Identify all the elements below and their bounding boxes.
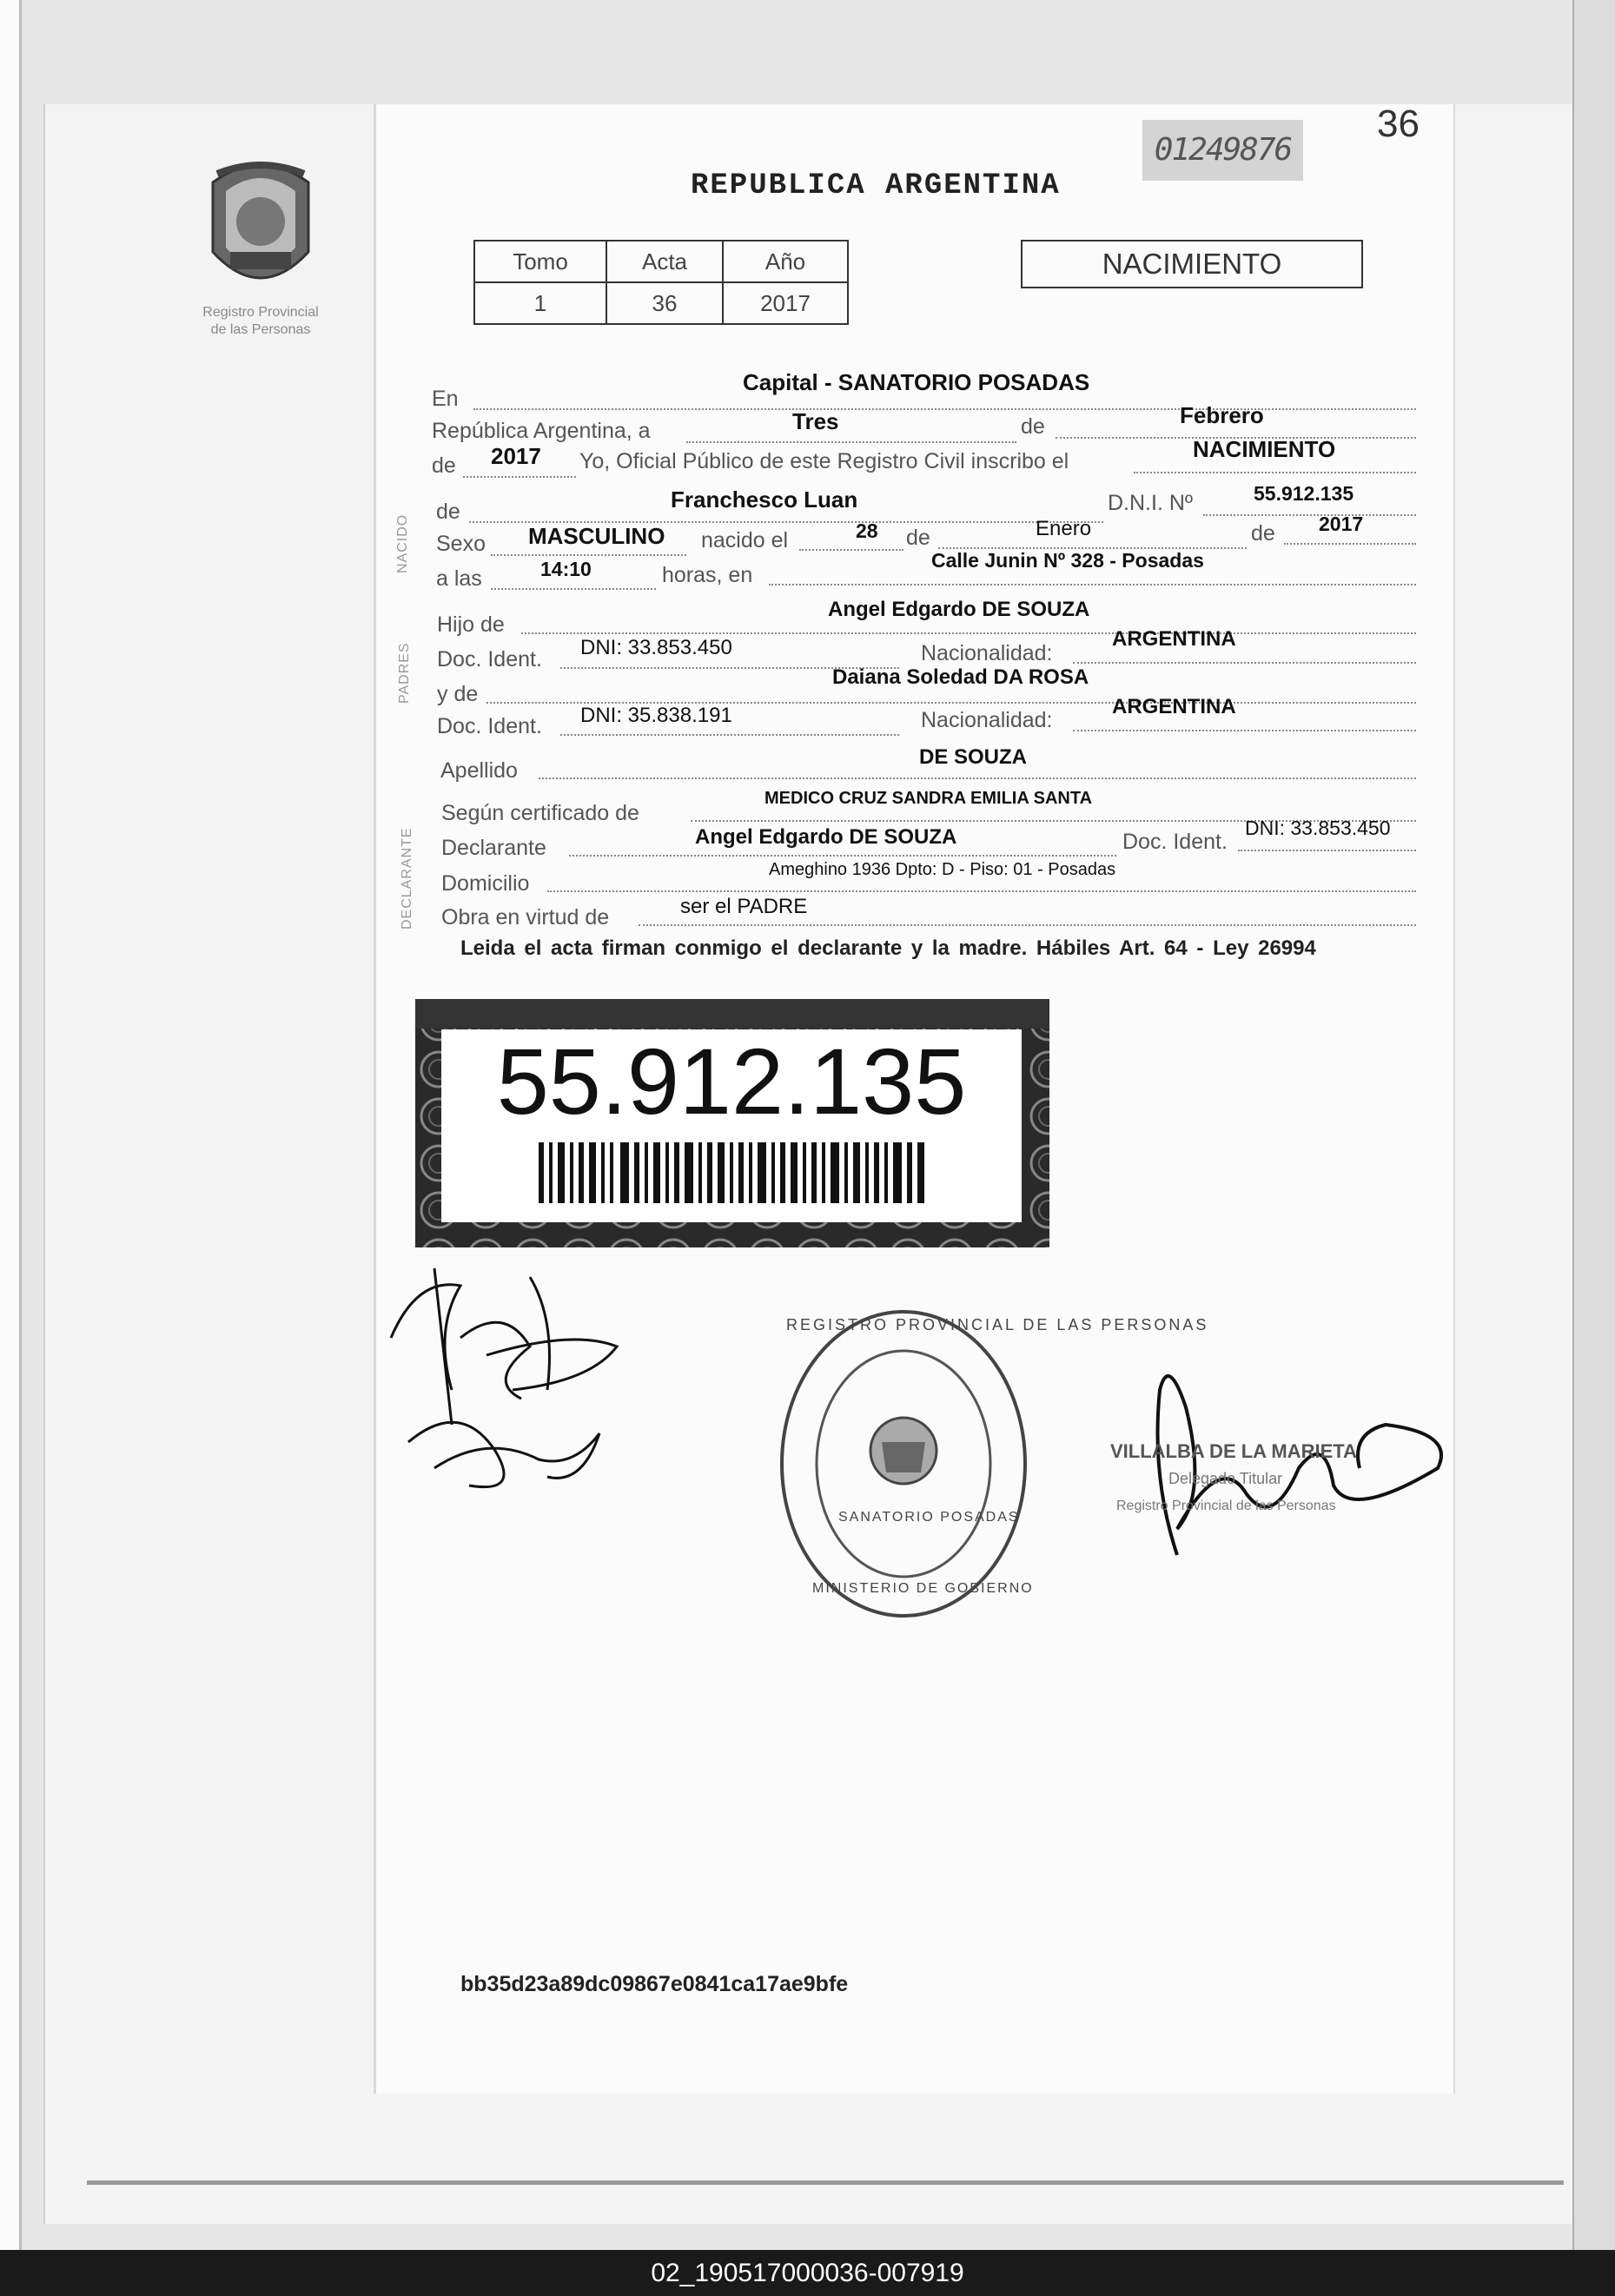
value-hora: 14:10	[540, 558, 592, 580]
dotted-line	[1073, 662, 1416, 664]
value-dia: Tres	[792, 408, 839, 434]
serial-number: 01249876	[1142, 120, 1303, 181]
label-apellido: Apellido	[440, 758, 518, 783]
record-table	[473, 240, 849, 325]
dotted-line	[799, 549, 903, 551]
value-anio: 2017	[491, 443, 541, 469]
record-table-value-row	[474, 282, 848, 324]
value-anio: 2017	[723, 282, 848, 324]
label-nacionalidad-1: Nacionalidad:	[921, 641, 1053, 665]
right-edge	[1572, 0, 1615, 2250]
left-page-strip	[0, 0, 22, 2250]
value-dni: 55.912.135	[1254, 482, 1354, 505]
dotted-line	[769, 584, 1416, 586]
dotted-line	[686, 441, 1016, 443]
value-obra: ser el PADRE	[680, 895, 808, 918]
seal-bottom-text: MINISTERIO DE GOBIERNO	[812, 1581, 1034, 1596]
value-declarante: Angel Edgardo DE SOUZA	[695, 825, 957, 849]
value-declarante-doc: DNI: 33.853.450	[1245, 817, 1391, 839]
value-tomo: 1	[474, 282, 606, 324]
official-office: Registro Provincial de las Personas	[1116, 1499, 1336, 1513]
registry-label-line1: Registro Provincial	[202, 305, 319, 320]
value-padre-doc: DNI: 33.853.450	[580, 636, 732, 659]
dotted-line	[569, 855, 1116, 857]
dotted-line	[473, 408, 1416, 410]
record-table-header-row	[474, 241, 848, 282]
closing-text: Leida el acta firman conmigo el declarante y la madre. Hábiles Art. 64 - Ley 26994	[460, 936, 1316, 960]
side-label-nacido: NACIDO	[395, 513, 410, 573]
sticker-number: 55.912.135	[496, 1029, 967, 1134]
label-nacionalidad-2: Nacionalidad:	[921, 708, 1053, 732]
declarant-signature-icon	[382, 1251, 634, 1512]
registry-label	[174, 304, 347, 339]
footer-id: 02_190517000036-007919	[0, 2250, 1615, 2296]
dni-sticker	[415, 999, 1049, 1247]
value-mes: Febrero	[1180, 402, 1264, 428]
dotted-line	[1073, 730, 1416, 731]
label-de-nombre: de	[436, 500, 460, 524]
page-number: 36	[1377, 103, 1420, 145]
label-de-anio: de	[432, 453, 456, 478]
label-hijo-de: Hijo de	[437, 612, 505, 637]
dotted-line	[539, 777, 1416, 779]
side-label-padres: PADRES	[397, 642, 412, 704]
label-doc-ident-2: Doc. Ident.	[437, 714, 542, 738]
value-padre: Angel Edgardo DE SOUZA	[828, 598, 1090, 621]
document-hash: bb35d23a89dc09867e0841ca17ae9bfe	[460, 1972, 849, 1996]
value-madre-nac: ARGENTINA	[1112, 695, 1236, 718]
label-obra-en-virtud: Obra en virtud de	[441, 905, 610, 930]
dotted-line	[560, 734, 899, 736]
label-republica: República Argentina, a	[432, 419, 651, 443]
header-anio: Año	[723, 241, 848, 282]
dotted-line	[491, 588, 656, 590]
dotted-line	[1203, 514, 1416, 516]
dotted-line	[521, 632, 1416, 634]
label-domicilio: Domicilio	[441, 871, 530, 896]
label-de-fecha2: de	[1251, 521, 1275, 546]
official-role: Delegado Titular	[1168, 1470, 1283, 1487]
value-inscripcion: NACIMIENTO	[1193, 436, 1336, 462]
label-doc-ident-1: Doc. Ident.	[437, 647, 542, 672]
label-en: En	[432, 387, 459, 411]
label-de-mes: de	[1021, 414, 1045, 439]
official-seal-icon	[773, 1303, 1034, 1624]
dotted-line	[639, 924, 1416, 926]
value-padre-nac: ARGENTINA	[1112, 627, 1236, 651]
dotted-line	[491, 554, 686, 556]
value-nacido-anio: 2017	[1319, 513, 1364, 535]
barcode-icon	[539, 1142, 924, 1203]
seal-ring-text: REGISTRO PROVINCIAL DE LAS PERSONAS	[786, 1316, 1209, 1333]
record-type-box: NACIMIENTO	[1021, 240, 1363, 288]
label-a-las: a las	[436, 566, 482, 591]
value-nacido-mes: Enero	[1036, 517, 1092, 540]
label-yo-oficial: Yo, Oficial Público de este Registro Civil inscribo el	[579, 449, 1069, 473]
label-sexo: Sexo	[436, 532, 486, 556]
header-tomo: Tomo	[474, 241, 606, 282]
label-doc-ident-decl: Doc. Ident.	[1122, 830, 1228, 854]
side-label-declarante: DECLARANTE	[400, 827, 414, 930]
page-bottom-edge	[87, 2180, 1564, 2185]
registry-label-line2: de las Personas	[210, 322, 311, 337]
label-declarante: Declarante	[441, 836, 546, 860]
dotted-line	[1238, 850, 1416, 851]
header-acta: Acta	[606, 241, 723, 282]
label-segun-cert: Según certificado de	[441, 801, 639, 825]
value-nombre: Franchesco Luan	[671, 486, 858, 513]
official-name: VILLALBA DE LA MARIETA	[1110, 1440, 1357, 1462]
dotted-line	[1134, 472, 1416, 473]
dotted-line	[547, 890, 1416, 892]
seal-inner-text: SANATORIO POSADAS	[838, 1510, 1020, 1525]
value-domicilio: Ameghino 1936 Dpto: D - Piso: 01 - Posadas	[769, 860, 1116, 879]
label-dni: D.N.I. Nº	[1108, 491, 1194, 515]
label-horas-en: horas, en	[662, 563, 753, 587]
value-certificado: MEDICO CRUZ SANDRA EMILIA SANTA	[764, 789, 1093, 808]
dotted-line	[1284, 543, 1416, 545]
dotted-line	[463, 476, 576, 478]
value-apellido: DE SOUZA	[919, 745, 1028, 769]
label-nacido-el: nacido el	[701, 528, 789, 552]
document-title: REPUBLICA ARGENTINA	[691, 169, 1061, 202]
sticker-label	[441, 1029, 1022, 1222]
provincial-emblem-icon	[195, 156, 326, 304]
value-madre: Daiana Soledad DA ROSA	[832, 665, 1089, 689]
value-nacido-dia: 28	[856, 519, 878, 542]
label-de-fecha1: de	[906, 526, 930, 550]
value-lugar: Capital - SANATORIO POSADAS	[743, 369, 1090, 395]
value-lugar-nac: Calle Junin Nº 328 - Posadas	[931, 549, 1204, 572]
value-sexo: MASCULINO	[528, 523, 665, 549]
value-acta: 36	[606, 282, 723, 324]
label-y-de: y de	[437, 682, 479, 706]
value-madre-doc: DNI: 35.838.191	[580, 704, 732, 727]
